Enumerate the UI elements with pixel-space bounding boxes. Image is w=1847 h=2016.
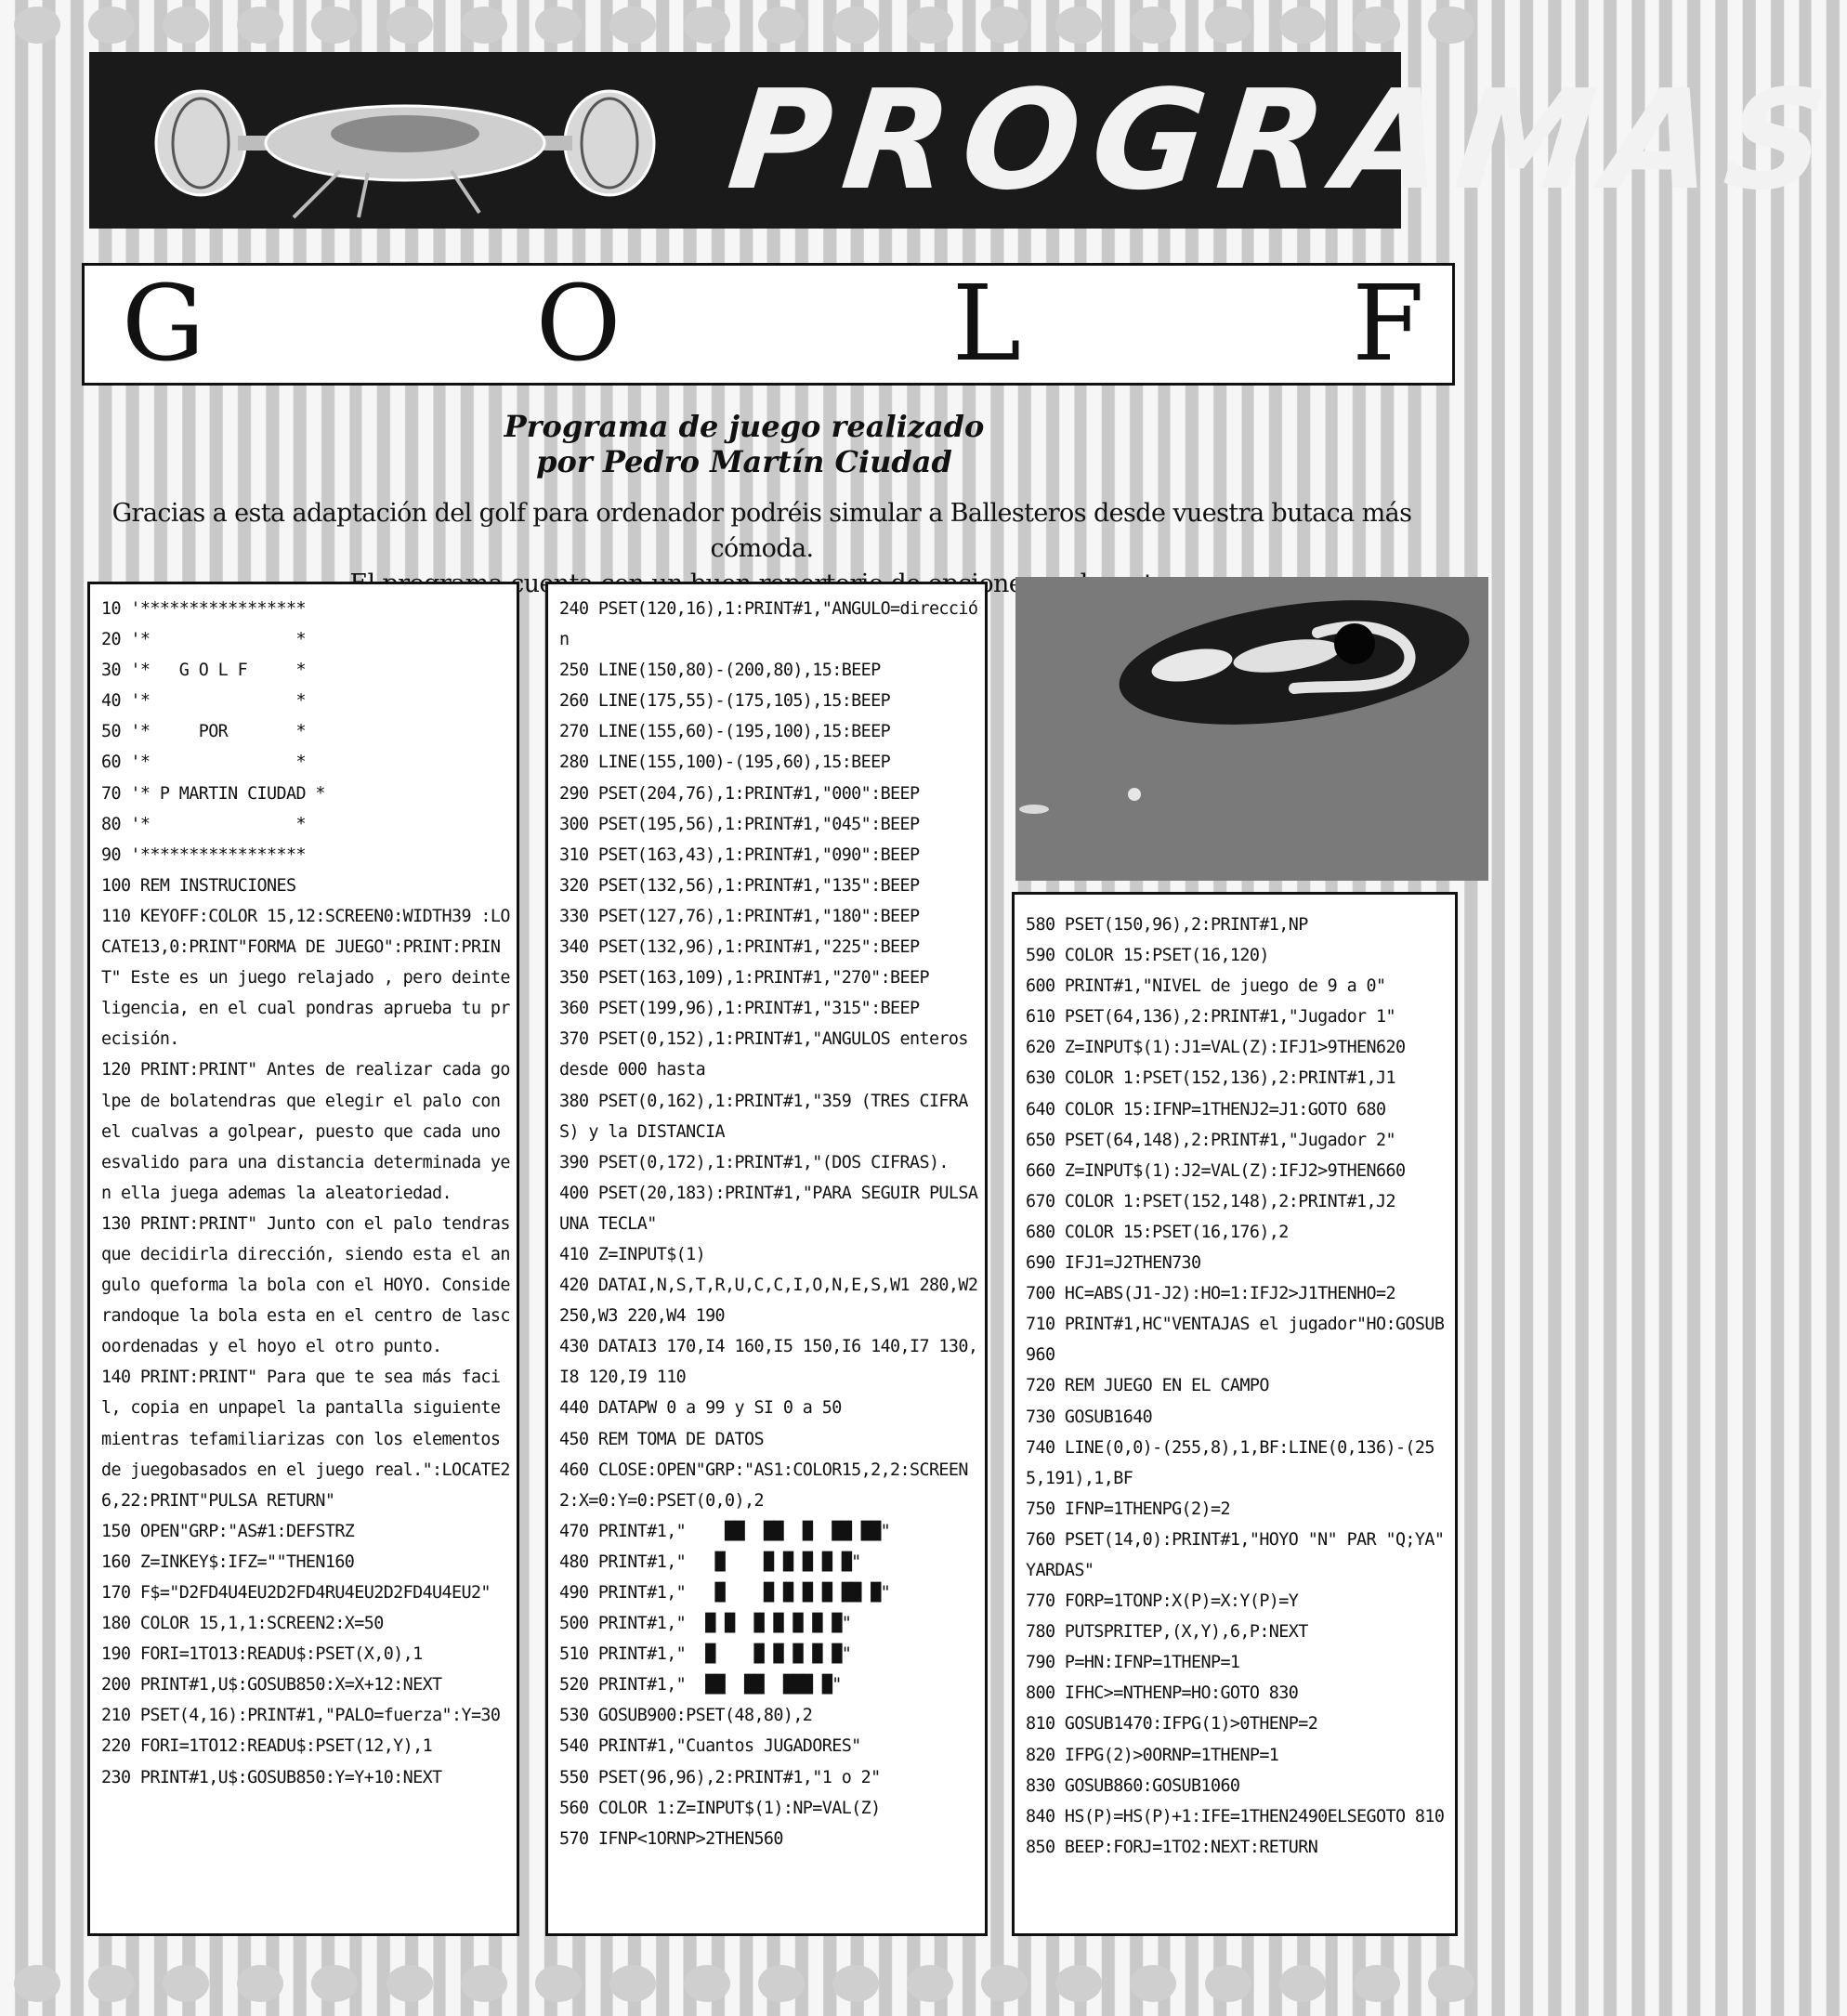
listing-code-3: 580 PSET(150,96),2:PRINT#1,NP 590 COLOR 15:PSET(16,120) 600 PRINT#1,"NIVEL de juego de 9 a 0" 610 PSET(64,136),2:PRINT#1,"Jugador 1" 620 Z=INPUT$(1):J1=VAL(Z):IFJ1>9THEN620 630 COLOR 1:PSET(152,136),2:PRINT#1,J1 640 COLOR 15:IFNP=1THENJ2=J1:GOTO 680 650 PSET(64,148),2:PRINT#1,"Jugador 2" 660 Z=INPUT$(1):J2=VAL(Z):IFJ2>9THEN660 670 COLOR 1:PSET(152,148),2:PRINT#1,J2 680 COLOR 15:PSET(16,176),2 690 IFJ1=J2THEN730 700 HC=ABS(J1-J2):HO=1:IFJ2>J1THENHO=2 710 PRINT#1,HC"VENTAJAS el jugador"HO:GOSUB960 720 REM JUEGO EN EL CAMPO 730 GOSUB1640 740 LINE(0,0)-(255,8),1,BF:LINE(0,136)-(255,191),1,BF 750 IFNP=1THENPG(2)=2 760 PSET(14,0):PRINT#1,"HOYO "N" PAR "Q;YA" YARDAS" 770 FORP=1TONP:X(P)=X:Y(P)=Y 780 PUTSPRITEP,(X,Y),6,P:NEXT 790 P=HN:IFNP=1THENP=1 800 IFHC>=NTHENP=HO:GOTO 830 810 GOSUB1470:IFPG(1)>0THENP=2 820 IFPG(2)>0ORNP=1THENP=1 830 GOSUB860:GOSUB1060 840 HS(P)=HS(P)+1:IFE=1THEN2490ELSEGOTO 810 850 BEEP:FORJ=1TO2:NEXT:RETURN (1026, 915, 1445, 1857)
bottom-perforation (0, 1951, 1488, 2016)
title-letter-l: L (951, 264, 1022, 385)
subtitle (0, 409, 1488, 479)
spaceship-illustration (145, 69, 665, 217)
listing-code-2: 240 PSET(120,16),1:PRINT#1,"ANGULO=dirección 250 LINE(150,80)-(200,80),15:BEEP 260 LINE(175,55)-(175,105),15:BEEP 270 LINE(155,60)-(195,100),15:BEEP 280 LINE(155,100)-(195,60),15:BEEP 290 PSET(204,76),1:PRINT#1,"000":BEEP 300 PSET(195,56),1:PRINT#1,"045":BEEP 310 PSET(163,43),1:PRINT#1,"090":BEEP 320 PSET(132,56),1:PRINT#1,"135":BEEP 330 PSET(127,76),1:PRINT#1,"180":BEEP 340 PSET(132,96),1:PRINT#1,"225":BEEP 350 PSET(163,109),1:PRINT#1,"270":BEEP 360 PSET(199,96),1:PRINT#1,"315":BEEP 370 PSET(0,152),1:PRINT#1,"ANGULOS enteros desde 000 hasta 380 PSET(0,162),1:PRINT#1,"359 (TRES CIFRAS) y la DISTANCIA 390 PSET(0,172),1:PRINT#1,"(DOS CIFRAS). 400 PSET(20,183):PRINT#1,"PARA SEGUIR PULSA UNA TECLA" 410 Z=INPUT$(1) 420 DATAI,N,S,T,R,U,C,C,I,O,N,E,S,W1 280,W2 250,W3 220,W4 190 430 DATAI3 170,I4 160,I5 150,I6 140,I7 130,I8 120,I9 110 440 DATAPW 0 a 99 y SI 0 a 50 450 REM TOMA DE DATOS 460 CLOSE:OPEN"GRP:"AS1:COLOR15,2,2:SCREEN2:X=0:Y=0:PSET(0,0),2 470 PRINT#1," ██ ██ █ ██ ██" 480 PRINT#1," █ █ █ █ █ █" 490 PRINT#1," █ █ █ █ █ ██ █" 500 PRINT#1," █ █ █ █ █ █ █" 510 PRINT#1," █ █ █ █ █ █" 520 PRINT#1," ██ ██ ███ █" 530 GOSUB900:PSET(48,80),2 540 PRINT#1,"Cuantos JUGADORES" 550 PSET(96,96),2:PRINT#1,"1 o 2" 560 COLOR 1:Z=INPUT$(1):NP=VAL(Z) 570 IFNP<1ORNP>2THEN560 (559, 599, 978, 1849)
listing-column-3 (1012, 892, 1458, 1936)
game-screenshot (1015, 577, 1488, 881)
listing-code-1: 10 '***************** 20 '* * 30 '* G O L F * 40 '* * 50 '* POR * 60 '* * 70 '* P MARTIN CIUDAD * 80 '* * 90 '***************** 100 REM INSTRUCIONES 110 KEYOFF:COLOR 15,12:SCREEN0:WIDTH39 :LOCATE13,0:PRINT"FORMA DE JUEGO":PRINT:PRINT" Este es un juego relajado , pero deinteligencia, en el cual pondras aprueba tu precisión. 120 PRINT:PRINT" Antes de realizar cada golpe de bolatendras que elegir el palo con el cualvas a golpear, puesto que cada uno esvalido para una distancia determinada yen ella juega ademas la aleatoriedad. 130 PRINT:PRINT" Junto con el palo tendras que decidirla dirección, siendo esta el angulo queforma la bola con el HOYO. Considerandoque la bola esta en el centro de lascoordenadas y el hoyo el otro punto. 140 PRINT:PRINT" Para que te sea más facil, copia en unpapel la pantalla siguiente mientras tefamiliarizas con los elementos de juegobasados en el juego real.":LOCATE26,22:PRINT"PULSA RETURN" 150 OPEN"GRP:"AS#1:DEFSTRZ 160 Z=INKEY$:IFZ=""THEN160 170 F$="D2FD4U4EU2D2FD4RU4EU2D2FD4U4EU2" 180 COLOR 15,1,1:SCREEN2:X=50 190 FORI=1TO13:READU$:PSET(X,0),1 200 PRINT#1,U$:GOSUB850:X=X+12:NEXT 210 PSET(4,16):PRINT#1,"PALO=fuerza":Y=30 220 FORI=1TO12:READU$:PSET(12,Y),1 230 PRINT#1,U$:GOSUB850:Y=Y+10:NEXT (101, 599, 510, 1787)
section-title: PROGRAMAS (721, 60, 1847, 220)
subtitle-line-1: Programa de juego realizado (504, 409, 985, 444)
intro-line-1: Gracias a esta adaptación del golf para ordenador podréis simular a Ballesteros desde vuestra butaca más cómoda. (111, 499, 1412, 563)
listing-column-1 (87, 582, 519, 1936)
title-letter-g: G (122, 264, 205, 385)
subtitle-line-2: por Pedro Martín Ciudad (536, 444, 952, 479)
golf-green-image (1015, 577, 1488, 881)
title-letter-o: O (535, 264, 622, 385)
header-banner (89, 52, 1847, 229)
top-perforation (0, 0, 1488, 58)
program-title-box (82, 263, 1455, 386)
title-letter-f: F (1352, 264, 1424, 385)
listing-column-2 (545, 582, 988, 1936)
